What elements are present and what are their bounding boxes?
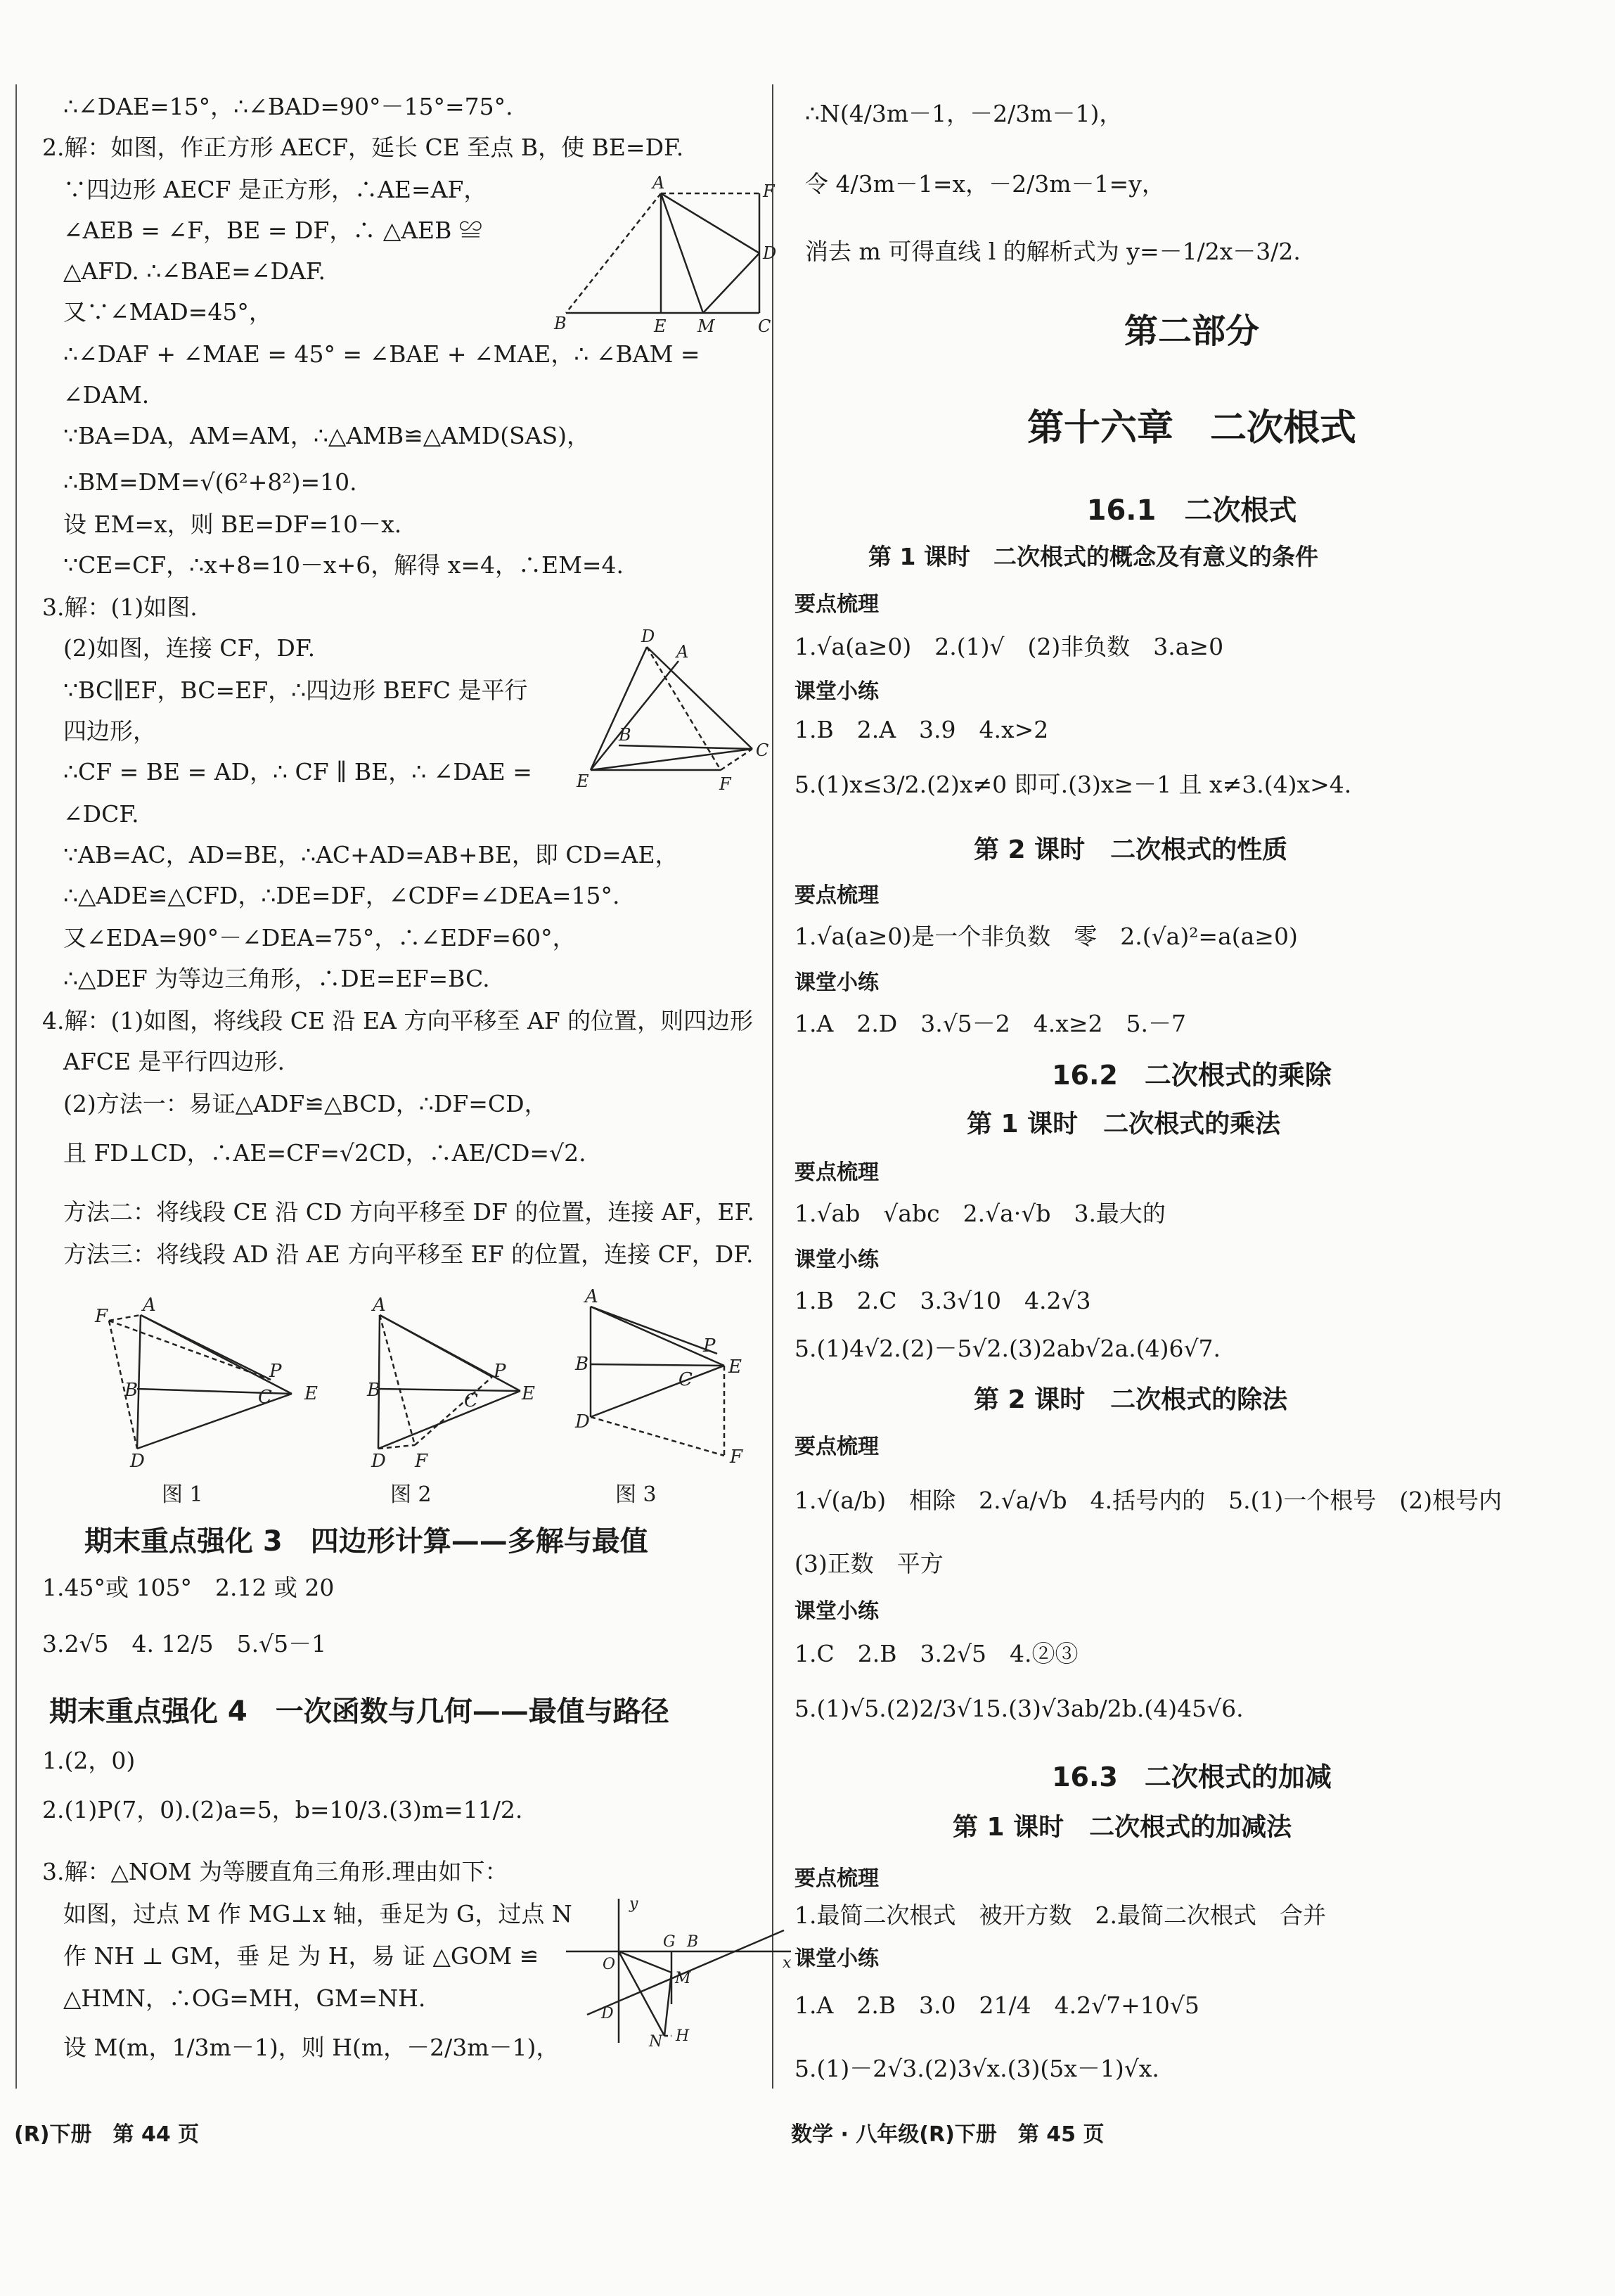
svg-text:B: B — [687, 1933, 699, 1951]
svg-text:H: H — [676, 2027, 690, 2045]
text-line: ∴△DEF 为等边三角形，∴DE=EF=BC. — [63, 965, 490, 992]
figure-2 — [316, 1294, 548, 1472]
svg-text:O: O — [603, 1956, 616, 1973]
text-line: ∠AEB = ∠F，BE = DF，∴ △AEB ≌ — [63, 217, 482, 244]
lesson-title: 第 1 课时 二次根式的概念及有意义的条件 — [868, 543, 1318, 570]
key-points-label: 要点梳理 — [794, 1435, 879, 1459]
text-line: 1.A 2.D 3.√5－2 4.x≥2 5.－7 — [794, 1010, 1186, 1037]
text-line: ∴N(4/3m－1，－2/3m－1)， — [805, 100, 1123, 127]
text-line: 1.√(a/b) 相除 2.√a/√b 4.括号内的 5.(1)一个根号 (2)根号内 — [794, 1487, 1503, 1514]
svg-text:B: B — [124, 1380, 139, 1401]
text-line: 1.C 2.B 3.2√5 4.②③ — [794, 1640, 1079, 1667]
text-line: △AFD. ∴∠BAE=∠DAF. — [63, 257, 326, 285]
square-figure — [548, 173, 777, 338]
svg-text:B: B — [367, 1380, 381, 1401]
text-line: 方法二：将线段 CE 沿 CD 方向平移至 DF 的位置，连接 AF，EF. — [63, 1198, 754, 1226]
svg-text:F: F — [95, 1306, 108, 1327]
text-line: ∵CE=CF，∴x+8=10－x+6，解得 x=4，∴EM=4. — [63, 551, 624, 579]
svg-text:C: C — [678, 1369, 693, 1390]
svg-text:F: F — [763, 181, 775, 201]
fig2-caption: 图 2 — [390, 1482, 432, 1507]
svg-text:P: P — [269, 1361, 282, 1382]
svg-text:D: D — [130, 1451, 145, 1472]
svg-text:M: M — [697, 316, 715, 336]
svg-text:B: B — [575, 1354, 589, 1375]
exercise-label: 课堂小练 — [794, 679, 879, 704]
text-line: 5.(1)√5.(2)2/3√15.(3)√3ab/2b.(4)45√6. — [794, 1695, 1244, 1722]
text-line: 设 M(m，1/3m－1)，则 H(m，－2/3m－1)， — [63, 2034, 560, 2061]
text-line: 令 4/3m－1=x，－2/3m－1=y， — [805, 170, 1165, 198]
text-line: 3.解：△NOM 为等腰直角三角形.理由如下： — [42, 1858, 508, 1885]
text-line: (3)正数 平方 — [794, 1550, 944, 1577]
text-line: ∴BM=DM=√(6²+8²)=10. — [63, 468, 357, 496]
svg-text:D: D — [601, 2005, 614, 2022]
svg-text:C: C — [758, 316, 771, 336]
section3-title: 期末重点强化 3 四边形计算——多解与最值 — [84, 1525, 648, 1558]
exercise-label: 课堂小练 — [794, 1248, 879, 1272]
text-line: 又∵∠MAD=45°， — [63, 298, 272, 326]
text-line: ∵BA=DA，AM=AM，∴△AMB≌△AMD(SAS)， — [63, 422, 591, 449]
text-line: 设 EM=x，则 BE=DF=10－x. — [63, 511, 402, 538]
text-line: 四边形， — [63, 717, 156, 745]
part-title: 第二部分 — [1124, 312, 1259, 351]
svg-text:F: F — [415, 1451, 428, 1472]
text-line: 1.√a(a≥0)是一个非负数 零 2.(√a)²=a(a≥0) — [794, 923, 1298, 950]
text-line: ∠DAM. — [63, 381, 150, 409]
left-margin-rule — [15, 84, 17, 2089]
text-line: 1.(2，0) — [42, 1747, 136, 1774]
svg-text:E: E — [522, 1383, 535, 1404]
triangle-figure — [577, 629, 787, 798]
text-line: ∵BC∥EF，BC=EF，∴四边形 BEFC 是平行 — [63, 676, 528, 704]
svg-text:D: D — [575, 1411, 590, 1432]
fig3-caption: 图 3 — [615, 1482, 657, 1507]
svg-text:A: A — [676, 642, 689, 662]
key-points-label: 要点梳理 — [794, 592, 879, 617]
text-line: 1.√a(a≥0) 2.(1)√ (2)非负数 3.a≥0 — [794, 633, 1224, 660]
text-line: 1.B 2.A 3.9 4.x>2 — [794, 716, 1049, 743]
figure-3 — [534, 1287, 759, 1470]
svg-text:A: A — [652, 173, 665, 193]
svg-text:C: C — [258, 1387, 272, 1408]
text-line: (2)方法一：易证△ADF≌△BCD，∴DF=CD， — [63, 1090, 548, 1117]
svg-text:F: F — [719, 774, 731, 794]
svg-text:B: B — [619, 725, 631, 745]
lesson-title: 第 2 课时 二次根式的除法 — [974, 1385, 1288, 1414]
svg-text:D: D — [371, 1451, 386, 1472]
svg-text:E: E — [304, 1383, 318, 1404]
text-line: 方法三：将线段 AD 沿 AE 方向平移至 EF 的位置，连接 CF，DF. — [63, 1240, 754, 1268]
svg-text:F: F — [730, 1447, 743, 1468]
text-line: 消去 m 可得直线 l 的解析式为 y=－1/2x－3/2. — [805, 238, 1301, 265]
svg-text:M: M — [675, 1970, 691, 1987]
text-line: 2.解：如图，作正方形 AECF，延长 CE 至点 B，使 BE=DF. — [42, 134, 684, 161]
svg-text:D: D — [763, 243, 777, 263]
text-line: △HMN，∴OG=MH，GM=NH. — [63, 1984, 426, 2012]
column-divider — [772, 84, 773, 2089]
section-16-1: 16.1 二次根式 — [1086, 494, 1297, 527]
svg-text:E: E — [577, 771, 589, 791]
svg-text:E: E — [728, 1357, 742, 1378]
text-line: (2)如图，连接 CF，DF. — [63, 634, 316, 662]
lesson-title: 第 1 课时 二次根式的加减法 — [953, 1813, 1292, 1842]
text-line: 4.解：(1)如图，将线段 CE 沿 EA 方向平移至 AF 的位置，则四边形 — [42, 1007, 754, 1034]
svg-text:x: x — [783, 1954, 792, 1972]
text-line: ∴∠DAE=15°，∴∠BAD=90°－15°=75°. — [63, 93, 513, 120]
text-line: ∴∠DAF + ∠MAE = 45° = ∠BAE + ∠MAE，∴ ∠BAM = — [63, 340, 700, 368]
text-line: ∵四边形 AECF 是正方形，∴AE=AF， — [63, 176, 487, 203]
text-line: 1.A 2.B 3.0 21/4 4.2√7+10√5 — [794, 1992, 1199, 2019]
figure-1 — [81, 1294, 341, 1472]
svg-text:G: G — [663, 1933, 676, 1951]
fig1-caption: 图 1 — [162, 1482, 203, 1507]
page-footer-right: 数学 · 八年级(R)下册 第 45 页 — [791, 2122, 1105, 2147]
key-points-label: 要点梳理 — [794, 1866, 879, 1891]
text-line: 3.解：(1)如图. — [42, 594, 198, 621]
exercise-label: 课堂小练 — [794, 970, 879, 995]
svg-text:C: C — [756, 740, 769, 760]
section-16-3: 16.3 二次根式的加减 — [1052, 1762, 1332, 1792]
text-line: ∴CF = BE = AD，∴ CF ∥ BE，∴ ∠DAE = — [63, 758, 532, 785]
text-line: 又∠EDA=90°－∠DEA=75°，∴∠EDF=60°， — [63, 924, 576, 951]
text-line: 且 FD⊥CD，∴AE=CF=√2CD，∴AE/CD=√2. — [63, 1139, 586, 1167]
lesson-title: 第 2 课时 二次根式的性质 — [974, 835, 1288, 864]
lesson-title: 第 1 课时 二次根式的乘法 — [967, 1110, 1281, 1139]
section4-title: 期末重点强化 4 一次函数与几何——最值与路径 — [49, 1695, 669, 1728]
key-points-label: 要点梳理 — [794, 1160, 879, 1185]
exercise-label: 课堂小练 — [794, 1947, 879, 1971]
text-line: 1.√ab √abc 2.√a·√b 3.最大的 — [794, 1200, 1166, 1227]
svg-text:y: y — [629, 1895, 638, 1913]
text-line: ∵AB=AC，AD=BE，∴AC+AD=AB+BE，即 CD=AE， — [63, 841, 678, 868]
svg-text:P: P — [703, 1335, 716, 1357]
text-line: AFCE 是平行四边形. — [63, 1048, 285, 1075]
text-line: 5.(1)4√2.(2)－5√2.(3)2ab√2a.(4)6√7. — [794, 1335, 1221, 1362]
svg-text:A: A — [143, 1295, 156, 1316]
page-footer-left: (R)下册 第 44 页 — [14, 2122, 200, 2147]
coordinate-figure — [559, 1892, 798, 2053]
text-line: 3.2√5 4. 12/5 5.√5－1 — [42, 1630, 327, 1657]
svg-text:E: E — [654, 316, 667, 336]
svg-text:C: C — [464, 1390, 478, 1411]
svg-text:P: P — [494, 1361, 506, 1382]
svg-text:D: D — [641, 627, 655, 646]
text-line: 1.B 2.C 3.3√10 4.2√3 — [794, 1287, 1091, 1314]
svg-text:B: B — [554, 314, 567, 333]
exercise-label: 课堂小练 — [794, 1599, 879, 1624]
section-16-2: 16.2 二次根式的乘除 — [1052, 1060, 1332, 1091]
text-line: 作 NH ⊥ GM，垂 足 为 H，易 证 △GOM ≌ — [63, 1942, 539, 1970]
text-line: ∠DCF. — [63, 800, 139, 828]
svg-text:A: A — [373, 1295, 386, 1316]
svg-text:A: A — [585, 1286, 598, 1307]
key-points-label: 要点梳理 — [794, 883, 879, 908]
text-line: 2.(1)P(7，0).(2)a=5，b=10/3.(3)m=11/2. — [42, 1796, 523, 1823]
text-line: ∴△ADE≌△CFD，∴DE=DF，∠CDF=∠DEA=15°. — [63, 882, 620, 909]
text-line: 如图，过点 M 作 MG⊥x 轴，垂足为 G，过点 N — [63, 1900, 572, 1928]
chapter-title: 第十六章 二次根式 — [1027, 407, 1356, 449]
text-line: 1.最简二次根式 被开方数 2.最简二次根式 合并 — [794, 1901, 1326, 1929]
text-line: 5.(1)x≤3/2.(2)x≠0 即可.(3)x≥－1 且 x≠3.(4)x>4. — [794, 771, 1352, 798]
text-line: 5.(1)－2√3.(2)3√x.(3)(5x－1)√x. — [794, 2055, 1159, 2082]
svg-text:N: N — [649, 2033, 663, 2051]
text-line: 1.45°或 105° 2.12 或 20 — [42, 1574, 335, 1601]
